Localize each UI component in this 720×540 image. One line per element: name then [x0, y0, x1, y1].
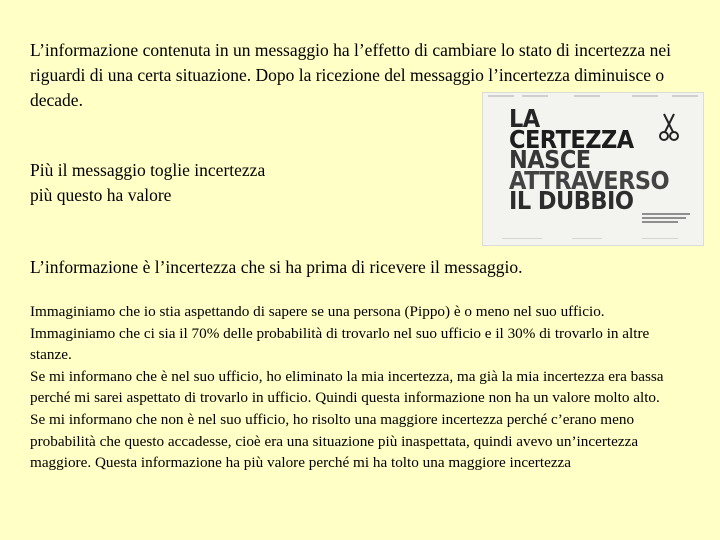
- example-block-2: Se mi informano che è nel suo ufficio, ho eliminato la mia incertezza, ma già la mia incertezza era bassa perché mi sarei aspettato di trovarlo in ufficio. Quindi questa informazione non ha un valore molto alto.: [30, 367, 664, 407]
- poster-line-2: CERTEZZA: [509, 124, 634, 154]
- poster-bottom-marks: [482, 238, 704, 240]
- intro-paragraph: L’informazione contenuta in un messaggio ha l’effetto di cambiare lo stato di incertezza nei riguardi di una certa situazione. Dopo la ricezione del messaggio l’incertezza diminuisce o decade.: [30, 40, 671, 110]
- example-paragraph: [30, 301, 670, 474]
- example-block-1: Immaginiamo che io stia aspettando di sapere se una persona (Pippo) è o meno nel suo ufficio. Immaginiamo che ci sia il 70% delle probabilità di trovarlo nel suo ufficio e il 30% di trovarlo in altre stanze.: [30, 303, 650, 364]
- example-block-3: Se mi informano che non è nel suo ufficio, ho risolto una maggiore incertezza perché c’erano meno probabilità che questo accadesse, cioè era una situazione più inaspettata, quindi avevo un’incertezza maggiore. Questa informazione ha più valore perché mi ha tolto una maggiore incertezza: [30, 410, 639, 472]
- scissors-icon: [658, 112, 680, 142]
- value-line-2: più questo ha valore: [30, 185, 172, 205]
- poster-caption: [642, 213, 692, 225]
- poster-line-3: NASCE: [509, 145, 591, 175]
- poster-line-5: IL DUBBIO: [509, 186, 634, 216]
- poster-top-marks: [482, 95, 704, 98]
- poster-line-4: ATTRAVERSO: [509, 165, 670, 195]
- poster-line-1: LA: [509, 104, 540, 133]
- definition-paragraph: L’informazione è l’incertezza che si ha prima di ricevere il messaggio.: [30, 257, 523, 277]
- value-line-1: Più il messaggio toglie incertezza: [30, 160, 266, 180]
- value-paragraph: [30, 158, 330, 208]
- poster-text: [509, 104, 670, 216]
- poster-image: [482, 92, 704, 246]
